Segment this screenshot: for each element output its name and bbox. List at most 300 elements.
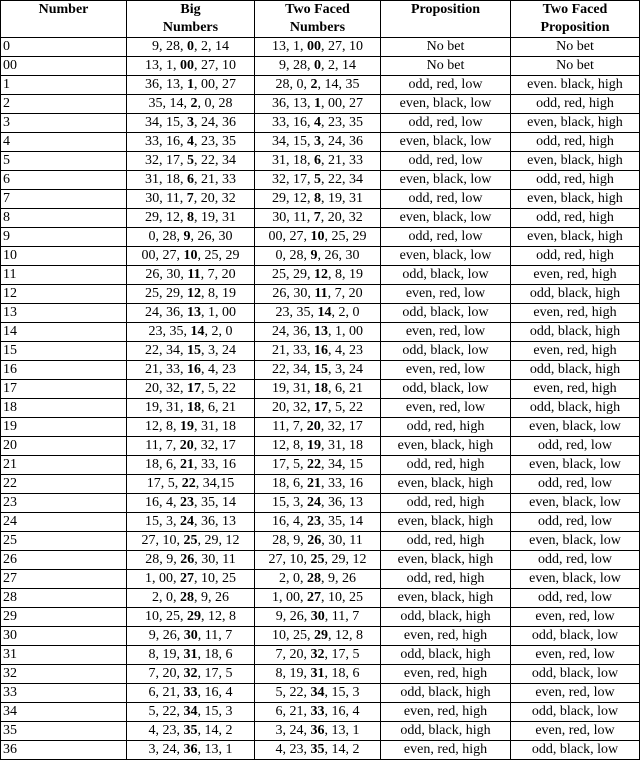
cell-two-faced-proposition: even, black, high xyxy=(511,114,640,133)
cell-two-faced-numbers xyxy=(255,627,381,646)
numbers-prefix: 2, 0, xyxy=(279,571,307,586)
cell-number: 15 xyxy=(1,342,127,361)
cell-number: 19 xyxy=(1,418,127,437)
numbers-highlight: 16 xyxy=(314,343,328,358)
header-two-faced-proposition xyxy=(511,1,640,38)
table-row xyxy=(1,627,640,646)
cell-two-faced-numbers xyxy=(255,475,381,494)
table-row xyxy=(1,247,640,266)
cell-two-faced-numbers xyxy=(255,323,381,342)
cell-two-faced-numbers xyxy=(255,513,381,532)
cell-two-faced-numbers xyxy=(255,57,381,76)
numbers-suffix: , 11, 7 xyxy=(197,628,233,643)
numbers-suffix: , 10, 25 xyxy=(321,590,363,605)
numbers-highlight: 00 xyxy=(180,58,194,73)
cell-two-faced-numbers xyxy=(255,570,381,589)
cell-big-numbers xyxy=(127,76,255,95)
cell-two-faced-proposition: even, black, high xyxy=(511,228,640,247)
cell-number: 36 xyxy=(1,741,127,760)
numbers-suffix: , 5, 22 xyxy=(328,400,363,415)
cell-two-faced-numbers xyxy=(255,418,381,437)
cell-two-faced-proposition: odd, black, high xyxy=(511,323,640,342)
numbers-suffix: , 7, 20 xyxy=(200,267,236,282)
numbers-prefix: 2, 0, xyxy=(152,590,180,605)
numbers-prefix: 34, 15, xyxy=(145,115,187,130)
numbers-highlight: 30 xyxy=(310,609,325,624)
numbers-prefix: 19, 31, xyxy=(272,381,314,396)
numbers-suffix: , 34, 15 xyxy=(321,457,363,472)
cell-proposition: even, black, high xyxy=(381,513,511,532)
cell-proposition: odd, red, low xyxy=(381,152,511,171)
cell-big-numbers xyxy=(127,494,255,513)
cell-big-numbers xyxy=(127,418,255,437)
numbers-prefix: 19, 31, xyxy=(145,400,187,415)
cell-big-numbers xyxy=(127,570,255,589)
numbers-prefix: 33, 16, xyxy=(145,134,187,149)
table-row xyxy=(1,608,640,627)
numbers-highlight: 6 xyxy=(187,172,194,187)
numbers-prefix: 15, 3, xyxy=(272,495,307,510)
numbers-suffix: , 23, 35 xyxy=(321,115,363,130)
cell-number: 26 xyxy=(1,551,127,570)
numbers-highlight: 15 xyxy=(314,362,328,377)
cell-big-numbers xyxy=(127,209,255,228)
cell-two-faced-proposition: No bet xyxy=(511,38,640,57)
table-row xyxy=(1,399,640,418)
numbers-highlight: 22 xyxy=(181,476,196,491)
cell-big-numbers xyxy=(127,171,255,190)
numbers-suffix: , 13, 1 xyxy=(197,742,233,757)
cell-proposition: No bet xyxy=(381,57,511,76)
table-body xyxy=(1,38,640,760)
cell-big-numbers xyxy=(127,703,255,722)
numbers-prefix: 16, 4, xyxy=(272,514,307,529)
numbers-suffix: , 22, 34 xyxy=(321,172,363,187)
cell-number: 32 xyxy=(1,665,127,684)
cell-two-faced-proposition: even, red, high xyxy=(511,380,640,399)
cell-proposition: even, black, low xyxy=(381,247,511,266)
numbers-highlight: 2 xyxy=(310,77,318,92)
numbers-suffix: , 18, 6 xyxy=(197,647,233,662)
cell-two-faced-proposition: even, black, low xyxy=(511,418,640,437)
numbers-highlight: 19 xyxy=(180,419,194,434)
numbers-suffix: , 2, 14 xyxy=(321,58,356,73)
numbers-prefix: 18, 6, xyxy=(145,457,180,472)
numbers-highlight: 18 xyxy=(187,400,201,415)
numbers-prefix: 5, 22, xyxy=(275,685,311,700)
header-number: Number xyxy=(1,1,127,38)
numbers-suffix: , 3, 24 xyxy=(328,362,363,377)
cell-two-faced-proposition: odd, red, low xyxy=(511,513,640,532)
numbers-prefix: 22, 34, xyxy=(145,343,187,358)
cell-two-faced-numbers xyxy=(255,95,381,114)
table-row xyxy=(1,38,640,57)
numbers-highlight: 4 xyxy=(314,115,321,130)
cell-proposition: odd, black, low xyxy=(381,304,511,323)
numbers-highlight: 32 xyxy=(183,666,198,681)
cell-proposition: odd, black, low xyxy=(381,380,511,399)
cell-proposition: even, black, high xyxy=(381,589,511,608)
numbers-highlight: 22 xyxy=(307,457,321,472)
cell-big-numbers xyxy=(127,475,255,494)
cell-two-faced-proposition: odd, black, low xyxy=(511,665,640,684)
table-row xyxy=(1,494,640,513)
cell-number: 8 xyxy=(1,209,127,228)
numbers-highlight: 3 xyxy=(187,115,194,130)
cell-proposition: odd, red, low xyxy=(381,76,511,95)
numbers-suffix: , 16, 4 xyxy=(197,685,233,700)
cell-big-numbers xyxy=(127,95,255,114)
cell-number: 27 xyxy=(1,570,127,589)
numbers-highlight: 23 xyxy=(180,495,194,510)
numbers-suffix: , 32, 17 xyxy=(320,419,363,434)
numbers-suffix: , 19, 31 xyxy=(194,210,236,225)
cell-big-numbers xyxy=(127,551,255,570)
numbers-highlight: 7 xyxy=(313,210,321,225)
numbers-highlight: 26 xyxy=(180,552,195,567)
numbers-suffix: , 13, 1 xyxy=(324,723,360,738)
numbers-prefix: 36, 13, xyxy=(272,96,314,111)
cell-big-numbers xyxy=(127,722,255,741)
numbers-prefix: 6, 21, xyxy=(275,704,311,719)
cell-number: 34 xyxy=(1,703,127,722)
cell-big-numbers xyxy=(127,646,255,665)
numbers-suffix: , 4, 23 xyxy=(328,343,363,358)
numbers-suffix: , 6, 21 xyxy=(201,400,236,415)
numbers-prefix: 11, 7, xyxy=(272,419,307,434)
numbers-suffix: , 14, 2 xyxy=(324,742,360,757)
cell-big-numbers xyxy=(127,304,255,323)
numbers-suffix: , 12, 8 xyxy=(328,628,363,643)
numbers-prefix: 5, 22, xyxy=(148,704,184,719)
numbers-suffix: , 7, 20 xyxy=(327,286,363,301)
cell-two-faced-numbers xyxy=(255,703,381,722)
numbers-suffix: , 20, 32 xyxy=(193,191,236,206)
cell-number: 21 xyxy=(1,456,127,475)
header-big-line2: Numbers xyxy=(162,20,219,35)
cell-big-numbers xyxy=(127,532,255,551)
table-row xyxy=(1,76,640,95)
numbers-highlight: 20 xyxy=(306,419,321,434)
cell-big-numbers xyxy=(127,285,255,304)
numbers-suffix: , 29, 12 xyxy=(197,533,240,548)
numbers-suffix: , 9, 26 xyxy=(194,590,229,605)
numbers-suffix: , 26, 30 xyxy=(190,229,233,244)
cell-two-faced-numbers xyxy=(255,532,381,551)
numbers-suffix: , 15, 3 xyxy=(197,704,233,719)
numbers-highlight: 11 xyxy=(187,267,201,282)
numbers-suffix: , 5, 22 xyxy=(201,381,236,396)
cell-big-numbers xyxy=(127,38,255,57)
cell-number: 6 xyxy=(1,171,127,190)
numbers-highlight: 33 xyxy=(183,685,198,700)
cell-two-faced-numbers xyxy=(255,76,381,95)
cell-two-faced-numbers xyxy=(255,228,381,247)
header-big-numbers xyxy=(127,1,255,38)
cell-two-faced-proposition: even, red, low xyxy=(511,722,640,741)
cell-two-faced-proposition: odd, red, high xyxy=(511,95,640,114)
numbers-highlight: 5 xyxy=(314,172,321,187)
numbers-suffix: , 35, 14 xyxy=(321,514,363,529)
numbers-highlight: 7 xyxy=(186,191,194,206)
header-two-line2: Numbers xyxy=(289,20,346,35)
numbers-highlight: 18 xyxy=(314,381,328,396)
header-big-line1: Big xyxy=(180,2,201,17)
cell-two-faced-numbers xyxy=(255,114,381,133)
cell-number: 5 xyxy=(1,152,127,171)
numbers-prefix: 24, 36, xyxy=(145,305,187,320)
numbers-suffix: , 19, 31 xyxy=(321,191,363,206)
cell-two-faced-numbers xyxy=(255,266,381,285)
table-row xyxy=(1,114,640,133)
table-row xyxy=(1,646,640,665)
numbers-suffix: , 8, 19 xyxy=(328,267,363,282)
cell-two-faced-proposition: even, black, low xyxy=(511,532,640,551)
header-proposition: Proposition xyxy=(381,1,511,38)
numbers-highlight: 27 xyxy=(307,590,321,605)
numbers-suffix: , 27, 10 xyxy=(321,39,363,54)
numbers-highlight: 8 xyxy=(187,210,194,225)
cell-number: 13 xyxy=(1,304,127,323)
cell-two-faced-proposition: odd, red, low xyxy=(511,589,640,608)
cell-number: 25 xyxy=(1,532,127,551)
numbers-suffix: , 14, 2 xyxy=(197,723,233,738)
numbers-suffix: , 14, 35 xyxy=(317,77,360,92)
header-two-prop-line1: Two Faced xyxy=(542,2,608,17)
table-row xyxy=(1,133,640,152)
numbers-prefix: 16, 4, xyxy=(145,495,180,510)
cell-big-numbers xyxy=(127,513,255,532)
numbers-highlight: 4 xyxy=(187,134,194,149)
numbers-suffix: , 30, 11 xyxy=(321,533,363,548)
numbers-prefix: 7, 20, xyxy=(275,647,311,662)
numbers-prefix: 17, 5, xyxy=(146,476,182,491)
cell-proposition: odd, red, high xyxy=(381,418,511,437)
numbers-suffix: , 21, 33 xyxy=(194,172,236,187)
cell-number: 23 xyxy=(1,494,127,513)
cell-two-faced-proposition: even, red, low xyxy=(511,684,640,703)
cell-big-numbers xyxy=(127,437,255,456)
cell-proposition: No bet xyxy=(381,38,511,57)
table-row xyxy=(1,532,640,551)
table-row xyxy=(1,95,640,114)
cell-number: 33 xyxy=(1,684,127,703)
numbers-prefix: 36, 13, xyxy=(145,77,187,92)
numbers-highlight: 13 xyxy=(187,305,201,320)
numbers-highlight: 35 xyxy=(310,742,325,757)
numbers-highlight: 31 xyxy=(183,647,198,662)
cell-number: 11 xyxy=(1,266,127,285)
numbers-prefix: 21, 33, xyxy=(272,343,314,358)
numbers-highlight: 3 xyxy=(314,134,321,149)
numbers-suffix: , 33, 16 xyxy=(321,476,363,491)
cell-two-faced-proposition: even, red, high xyxy=(511,266,640,285)
cell-number: 00 xyxy=(1,57,127,76)
numbers-suffix: , 1, 00 xyxy=(328,324,363,339)
numbers-prefix: 12, 8, xyxy=(272,438,307,453)
numbers-highlight: 21 xyxy=(180,457,194,472)
cell-number: 0 xyxy=(1,38,127,57)
cell-two-faced-proposition: odd, red, low xyxy=(511,437,640,456)
numbers-suffix: , 00, 27 xyxy=(321,96,363,111)
numbers-prefix: 33, 16, xyxy=(272,115,314,130)
table-row xyxy=(1,57,640,76)
cell-proposition: even, black, low xyxy=(381,133,511,152)
numbers-highlight: 17 xyxy=(187,381,201,396)
numbers-highlight: 34 xyxy=(310,685,325,700)
numbers-suffix: , 20, 32 xyxy=(320,210,363,225)
numbers-highlight: 21 xyxy=(307,476,321,491)
cell-proposition: odd, red, low xyxy=(381,190,511,209)
cell-two-faced-proposition: odd, black, low xyxy=(511,703,640,722)
cell-proposition: even, red, low xyxy=(381,361,511,380)
cell-number: 20 xyxy=(1,437,127,456)
numbers-prefix: 25, 29, xyxy=(272,267,314,282)
numbers-suffix: , 25, 29 xyxy=(324,229,367,244)
numbers-prefix: 26, 30, xyxy=(145,267,188,282)
cell-two-faced-proposition: even, red, low xyxy=(511,646,640,665)
cell-number: 9 xyxy=(1,228,127,247)
table-row xyxy=(1,665,640,684)
cell-big-numbers xyxy=(127,133,255,152)
numbers-highlight: 13 xyxy=(314,324,328,339)
numbers-prefix: 34, 15, xyxy=(272,134,314,149)
numbers-suffix: , 17, 5 xyxy=(324,647,360,662)
numbers-prefix: 20, 32, xyxy=(145,381,187,396)
cell-two-faced-numbers xyxy=(255,399,381,418)
cell-two-faced-numbers xyxy=(255,38,381,57)
numbers-highlight: 10 xyxy=(183,248,198,263)
cell-proposition: even, black, low xyxy=(381,171,511,190)
numbers-prefix: 30, 11, xyxy=(145,191,187,206)
numbers-suffix: , 16, 4 xyxy=(324,704,360,719)
cell-big-numbers xyxy=(127,342,255,361)
cell-two-faced-numbers xyxy=(255,722,381,741)
table-row xyxy=(1,703,640,722)
numbers-highlight: 1 xyxy=(187,77,194,92)
table-row xyxy=(1,570,640,589)
cell-big-numbers xyxy=(127,608,255,627)
numbers-highlight: 35 xyxy=(183,723,198,738)
numbers-prefix: 35, 14, xyxy=(148,96,191,111)
cell-two-faced-proposition: odd, red, high xyxy=(511,133,640,152)
numbers-highlight: 00 xyxy=(307,39,321,54)
cell-proposition: odd, red, high xyxy=(381,456,511,475)
cell-proposition: even, black, high xyxy=(381,437,511,456)
numbers-highlight: 29 xyxy=(187,609,201,624)
numbers-prefix: 7, 20, xyxy=(148,666,184,681)
cell-two-faced-numbers xyxy=(255,285,381,304)
cell-two-faced-numbers xyxy=(255,342,381,361)
numbers-prefix: 0, 28, xyxy=(148,229,184,244)
table-row xyxy=(1,551,640,570)
numbers-suffix: , 18, 6 xyxy=(324,666,360,681)
cell-number: 22 xyxy=(1,475,127,494)
numbers-suffix: , 3, 24 xyxy=(201,343,236,358)
numbers-prefix: 12, 8, xyxy=(145,419,180,434)
numbers-prefix: 8, 19, xyxy=(148,647,184,662)
numbers-suffix: , 27, 10 xyxy=(194,58,236,73)
numbers-prefix: 29, 12, xyxy=(145,210,187,225)
numbers-highlight: 36 xyxy=(183,742,198,757)
cell-proposition: even, black, low xyxy=(381,209,511,228)
numbers-prefix: 32, 17, xyxy=(145,153,187,168)
cell-two-faced-proposition: even, red, high xyxy=(511,342,640,361)
numbers-highlight: 0 xyxy=(187,39,194,54)
numbers-highlight: 23 xyxy=(307,514,321,529)
numbers-highlight: 8 xyxy=(314,191,321,206)
cell-two-faced-numbers xyxy=(255,133,381,152)
cell-two-faced-numbers xyxy=(255,494,381,513)
numbers-suffix: , 30, 11 xyxy=(194,552,236,567)
numbers-prefix: 8, 19, xyxy=(275,666,311,681)
numbers-suffix: , 2, 0 xyxy=(331,305,360,320)
numbers-suffix: , 0, 28 xyxy=(197,96,233,111)
cell-number: 28 xyxy=(1,589,127,608)
cell-two-faced-numbers xyxy=(255,171,381,190)
table-row xyxy=(1,342,640,361)
numbers-suffix: , 25, 29 xyxy=(197,248,240,263)
cell-two-faced-proposition: even, red, low xyxy=(511,608,640,627)
cell-number: 14 xyxy=(1,323,127,342)
cell-proposition: even, red, low xyxy=(381,323,511,342)
cell-big-numbers xyxy=(127,380,255,399)
cell-two-faced-numbers xyxy=(255,361,381,380)
numbers-suffix: , 9, 26 xyxy=(321,571,356,586)
header-row xyxy=(1,1,640,38)
cell-big-numbers xyxy=(127,152,255,171)
table-row xyxy=(1,323,640,342)
numbers-highlight: 14 xyxy=(190,324,205,339)
numbers-prefix: 4, 23, xyxy=(275,742,311,757)
table-row xyxy=(1,722,640,741)
cell-proposition: even, black, high xyxy=(381,475,511,494)
numbers-suffix: , 31, 18 xyxy=(321,438,363,453)
cell-big-numbers xyxy=(127,57,255,76)
table-row xyxy=(1,152,640,171)
table-row xyxy=(1,285,640,304)
cell-two-faced-proposition: odd, black, high xyxy=(511,361,640,380)
cell-number: 10 xyxy=(1,247,127,266)
numbers-highlight: 24 xyxy=(307,495,321,510)
numbers-prefix: 28, 9, xyxy=(145,552,181,567)
numbers-prefix: 24, 36, xyxy=(272,324,314,339)
cell-two-faced-proposition: odd, red, high xyxy=(511,171,640,190)
numbers-highlight: 17 xyxy=(314,400,328,415)
numbers-highlight: 28 xyxy=(180,590,194,605)
cell-big-numbers xyxy=(127,684,255,703)
numbers-highlight: 25 xyxy=(310,552,325,567)
numbers-highlight: 10 xyxy=(310,229,325,244)
numbers-prefix: 22, 34, xyxy=(272,362,314,377)
table-row xyxy=(1,209,640,228)
cell-two-faced-proposition: even, black, low xyxy=(511,570,640,589)
table-row xyxy=(1,304,640,323)
cell-two-faced-numbers xyxy=(255,247,381,266)
cell-number: 30 xyxy=(1,627,127,646)
numbers-prefix: 30, 11, xyxy=(272,210,314,225)
cell-big-numbers xyxy=(127,323,255,342)
cell-two-faced-numbers xyxy=(255,684,381,703)
cell-proposition: odd, red, high xyxy=(381,570,511,589)
cell-two-faced-proposition: even, black, low xyxy=(511,456,640,475)
cell-two-faced-numbers xyxy=(255,456,381,475)
numbers-prefix: 9, 28, xyxy=(279,58,314,73)
cell-two-faced-numbers xyxy=(255,589,381,608)
cell-number: 18 xyxy=(1,399,127,418)
numbers-suffix: , 33, 16 xyxy=(194,457,236,472)
numbers-suffix: , 24, 36 xyxy=(321,134,363,149)
